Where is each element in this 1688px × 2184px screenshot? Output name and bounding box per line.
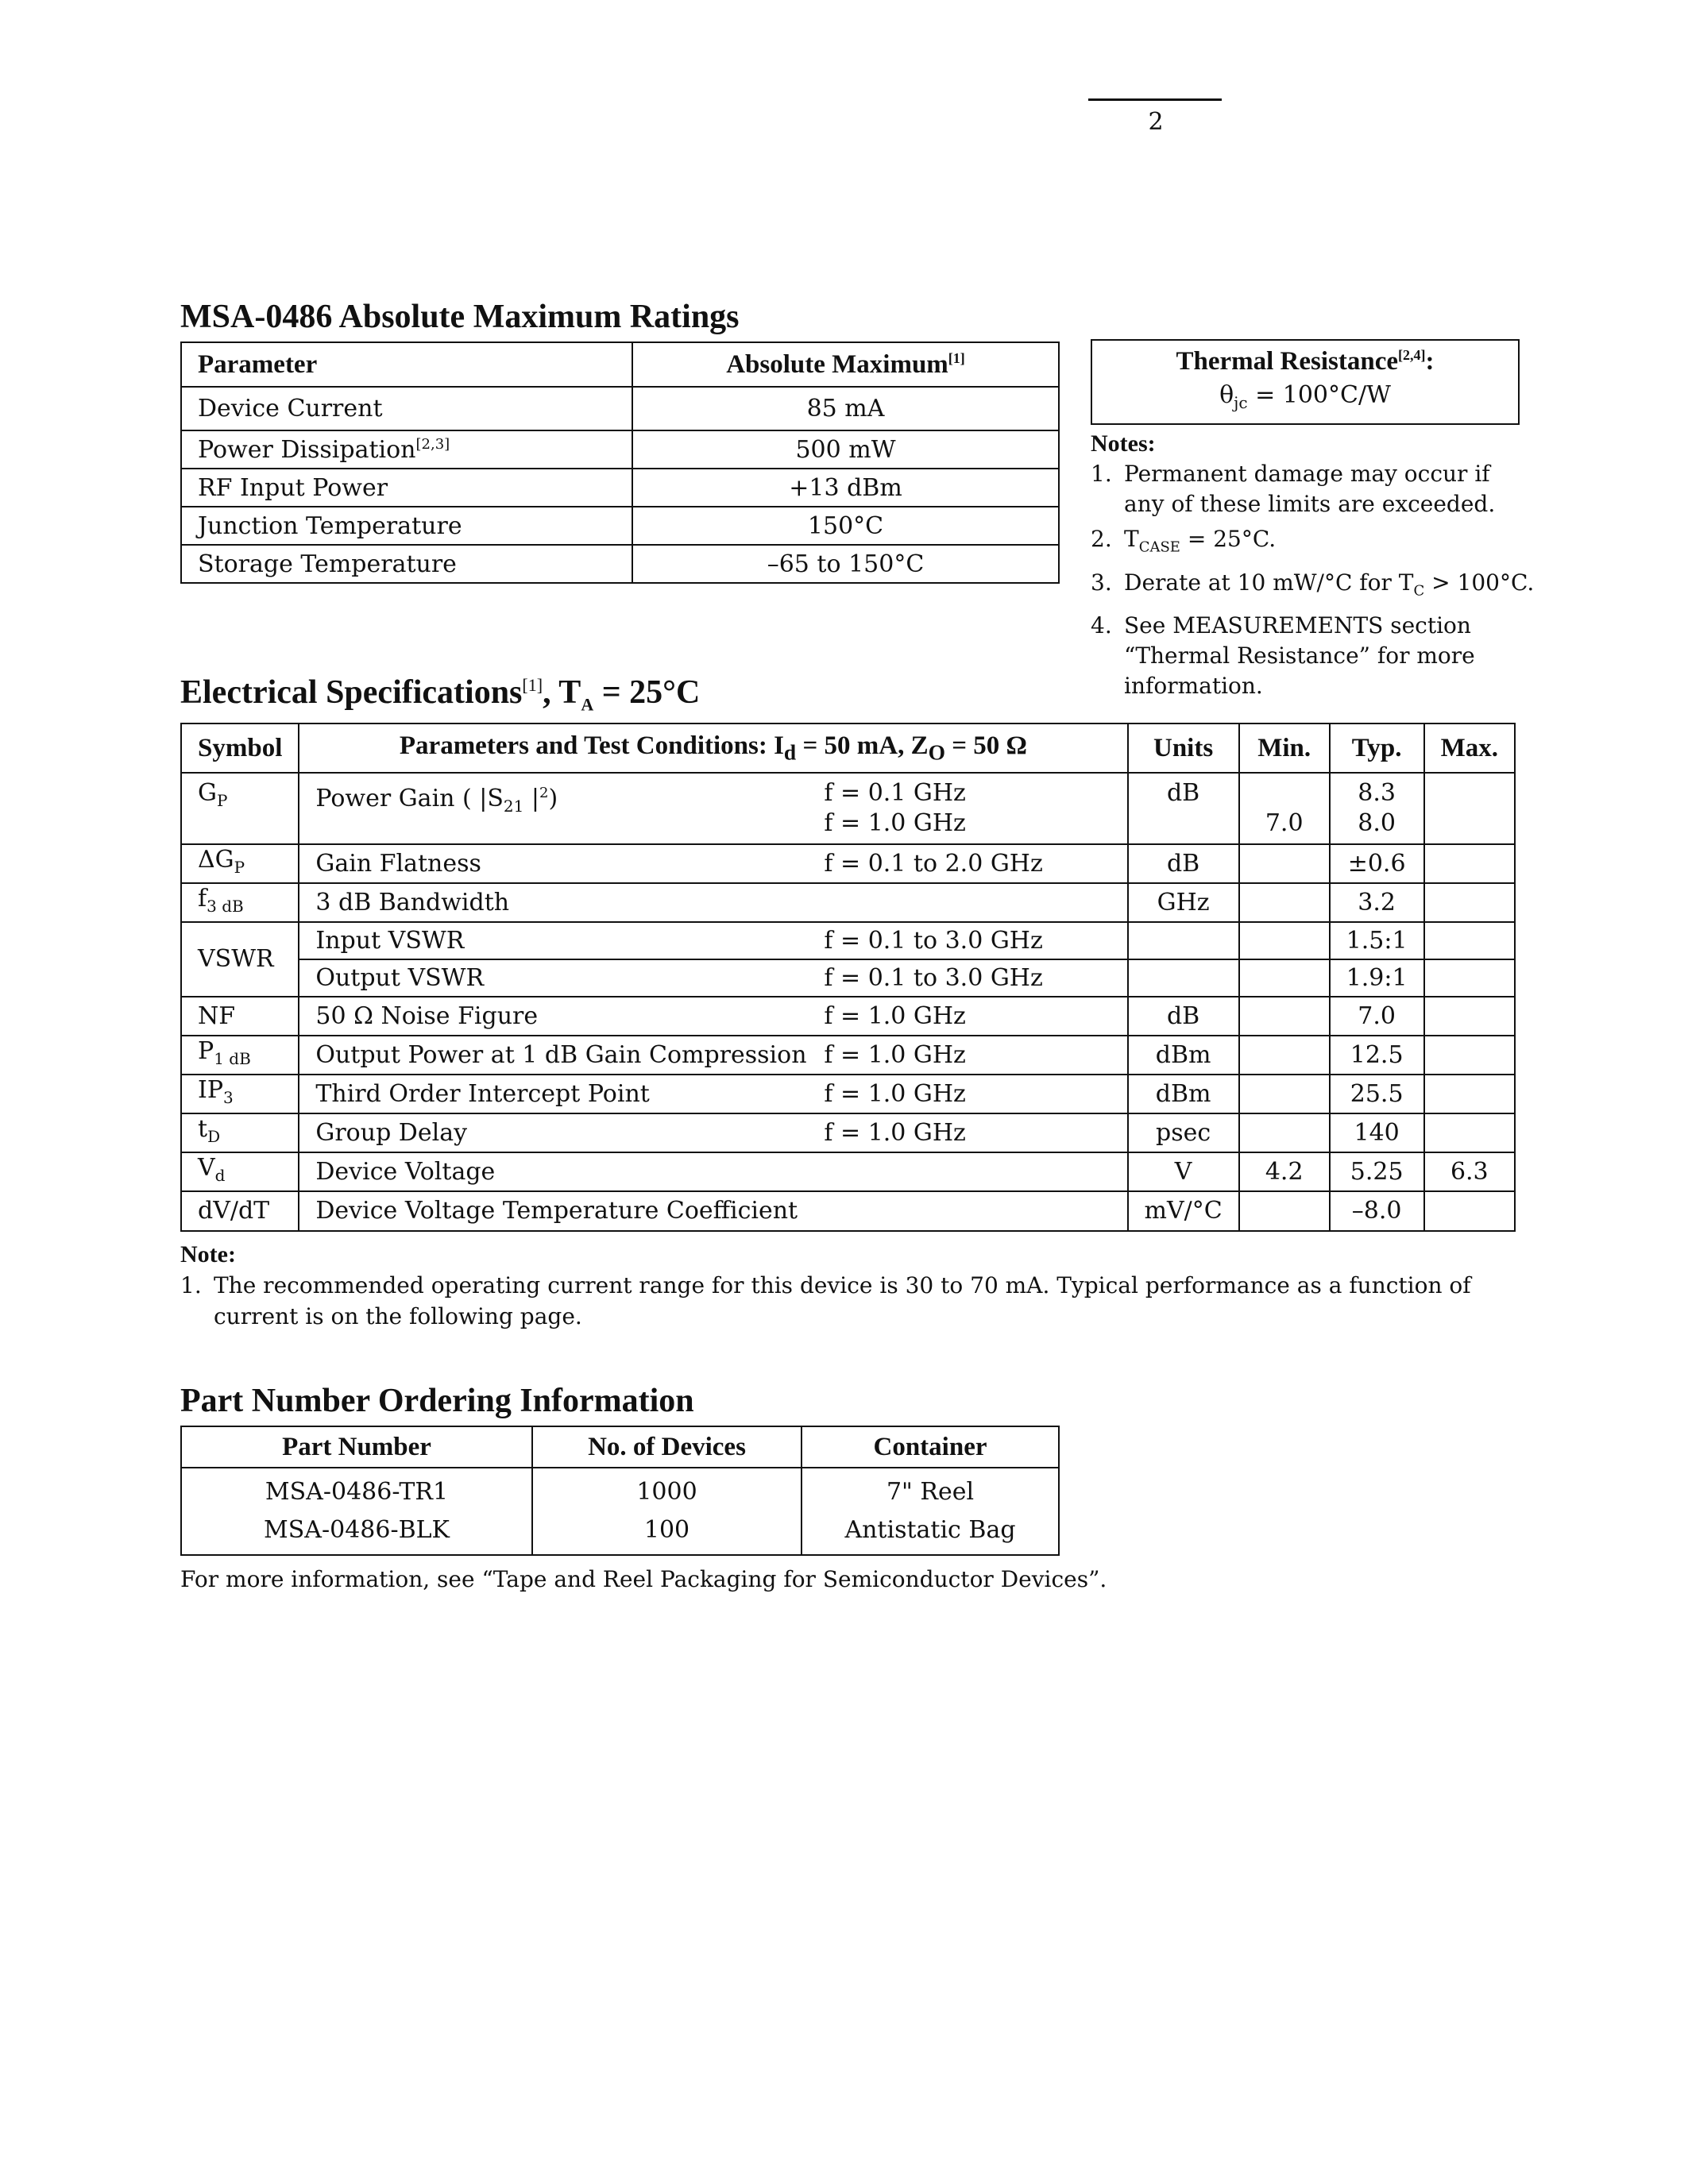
min-cell xyxy=(1239,1036,1330,1075)
abs-max-header-maximum: Absolute Maximum[1] xyxy=(632,342,1059,387)
min-cell xyxy=(1239,997,1330,1036)
max-cell: 6.3 xyxy=(1424,1152,1515,1191)
typ-cell: 5.25 xyxy=(1330,1152,1424,1191)
table-row xyxy=(181,773,1515,844)
table-row xyxy=(181,997,1515,1036)
max-cell xyxy=(1424,1191,1515,1231)
condition-cell: f = 1.0 GHz xyxy=(824,1113,1127,1152)
min-cell xyxy=(1239,1075,1330,1113)
notes-heading: Notes: xyxy=(1091,430,1156,457)
condition-cell: f = 0.1 to 3.0 GHz xyxy=(824,959,1127,997)
symbol-cell: NF xyxy=(181,997,299,1036)
param-cell: Device Current xyxy=(181,387,632,430)
header-units: Units xyxy=(1128,723,1239,773)
symbol-cell: $G_P$ xyxy=(181,773,299,844)
param-cell: Output Power at 1 dB Gain Compression xyxy=(299,1036,824,1075)
table-row xyxy=(181,507,1059,545)
symbol-cell: $\Delta G_P$ xyxy=(181,844,299,883)
param-cell: 50 Ω Noise Figure xyxy=(299,997,824,1036)
units-cell: dBm xyxy=(1128,1075,1239,1113)
units-cell: dB xyxy=(1128,844,1239,883)
abs-max-notes xyxy=(1091,429,1535,701)
note-heading: Note: xyxy=(180,1241,236,1268)
value-cell: 500 mW xyxy=(632,430,1059,469)
page-number: 2 xyxy=(1148,108,1164,136)
units-cell: dBm xyxy=(1128,1036,1239,1075)
abs-max-header-parameter: Parameter xyxy=(181,342,632,387)
value-cell: –65 to 150°C xyxy=(632,545,1059,583)
units-cell xyxy=(1128,959,1239,997)
units-cell: GHz xyxy=(1128,883,1239,922)
typ-cell: 25.5 xyxy=(1330,1075,1424,1113)
thermal-resistance-value: $\theta_{jc} = 100^\circ C/W$ xyxy=(1219,381,1391,412)
max-cell xyxy=(1424,1113,1515,1152)
min-cell: 4.2 xyxy=(1239,1152,1330,1191)
param-cell: Group Delay xyxy=(299,1113,824,1152)
table-row xyxy=(181,844,1515,883)
thermal-resistance-label: Thermal Resistance[2,4]: xyxy=(1176,347,1435,376)
abs-max-title: MSA-0486 Absolute Maximum Ratings xyxy=(180,299,740,335)
table-row xyxy=(181,922,1515,959)
max-cell xyxy=(1424,959,1515,997)
table-row xyxy=(181,1468,1059,1555)
min-cell: 7.0 xyxy=(1239,773,1330,844)
max-cell xyxy=(1424,997,1515,1036)
max-cell xyxy=(1424,1075,1515,1113)
table-row xyxy=(181,387,1059,430)
table-row xyxy=(181,430,1059,469)
param-cell: Gain Flatness xyxy=(299,844,824,883)
param-cell: Power Gain ( $|S_{21}$ $|^2$) xyxy=(299,773,824,844)
elec-spec-title: Electrical Specifications[1], $T_A = 25^\circ C$ xyxy=(180,674,701,715)
symbol-cell: $f_{3 dB}$ xyxy=(181,883,299,922)
typ-cell: 12.5 xyxy=(1330,1036,1424,1075)
min-cell xyxy=(1239,883,1330,922)
header-min: Min. xyxy=(1239,723,1330,773)
param-cell: Junction Temperature xyxy=(181,507,632,545)
min-cell xyxy=(1239,1191,1330,1231)
typ-cell: 1.5:1 xyxy=(1330,922,1424,959)
table-row xyxy=(181,1075,1515,1113)
table-row xyxy=(181,959,1515,997)
symbol-cell: $V_d$ xyxy=(181,1152,299,1191)
ordering-title: Part Number Ordering Information xyxy=(180,1383,694,1419)
param-cell: Third Order Intercept Point xyxy=(299,1075,824,1113)
typ-cell: 3.2 xyxy=(1330,883,1424,922)
table-row xyxy=(181,1191,1515,1231)
header-container: Container xyxy=(802,1426,1059,1468)
typ-cell: 140 xyxy=(1330,1113,1424,1152)
header-typ: Typ. xyxy=(1330,723,1424,773)
param-cell: Device Voltage xyxy=(299,1152,824,1191)
condition-cell: f = 0.1 to 3.0 GHz xyxy=(824,922,1127,959)
typ-cell: 1.9:1 xyxy=(1330,959,1424,997)
condition-cell xyxy=(824,1152,1127,1191)
value-cell: 150°C xyxy=(632,507,1059,545)
abs-max-table xyxy=(180,341,1060,584)
min-cell xyxy=(1239,922,1330,959)
min-cell xyxy=(1239,1113,1330,1152)
thermal-resistance-box xyxy=(1091,339,1520,425)
value-cell: +13 dBm xyxy=(632,469,1059,507)
note-item: 1. Permanent damage may occur if any of these limits are exceeded. xyxy=(1091,461,1496,517)
units-cell: V xyxy=(1128,1152,1239,1191)
part-number-cell: MSA-0486-TR1 MSA-0486-BLK xyxy=(181,1468,532,1555)
table-row xyxy=(181,1152,1515,1191)
header-symbol: Symbol xyxy=(181,723,299,773)
condition-cell xyxy=(824,883,1127,922)
max-cell xyxy=(1424,1036,1515,1075)
param-cell: Device Voltage Temperature Coefficient xyxy=(299,1191,824,1231)
page-number-rule xyxy=(1088,98,1222,101)
condition-cell: f = 0.1 to 2.0 GHz xyxy=(824,844,1127,883)
symbol-cell: VSWR xyxy=(181,922,299,997)
units-cell: psec xyxy=(1128,1113,1239,1152)
note-item: 3. Derate at 10 mW/°C for $T_C > 100^\circ C$. xyxy=(1091,569,1535,600)
max-cell xyxy=(1424,844,1515,883)
symbol-cell: dV/dT xyxy=(181,1191,299,1231)
symbol-cell: $P_{1 dB}$ xyxy=(181,1036,299,1075)
table-row xyxy=(181,469,1059,507)
units-cell: mV/°C xyxy=(1128,1191,1239,1231)
units-cell: dB xyxy=(1128,997,1239,1036)
param-cell: Input VSWR xyxy=(299,922,824,959)
typ-cell: 8.3 8.0 xyxy=(1330,773,1424,844)
condition-cell: f = 1.0 GHz xyxy=(824,1036,1127,1075)
table-row xyxy=(181,1113,1515,1152)
header-no-of-devices: No. of Devices xyxy=(532,1426,802,1468)
header-conditions: Parameters and Test Conditions: $I_d = 50$ mA, $Z_O = 50$ Ω xyxy=(299,723,1127,773)
table-row xyxy=(181,883,1515,922)
note-item: 1. The recommended operating current range for this device is 30 to 70 mA. Typical performance as a function of current is on the following page. xyxy=(180,1272,1471,1329)
typ-cell: ±0.6 xyxy=(1330,844,1424,883)
condition-cell: f = 0.1 GHz f = 1.0 GHz xyxy=(824,773,1127,844)
header-part-number: Part Number xyxy=(181,1426,532,1468)
param-cell: Storage Temperature xyxy=(181,545,632,583)
elec-spec-table xyxy=(180,723,1516,1232)
container-cell: 7" Reel Antistatic Bag xyxy=(802,1468,1059,1555)
param-cell: Output VSWR xyxy=(299,959,824,997)
table-row xyxy=(181,1036,1515,1075)
min-cell xyxy=(1239,844,1330,883)
max-cell xyxy=(1424,922,1515,959)
value-cell: 85 mA xyxy=(632,387,1059,430)
units-cell: dB xyxy=(1128,773,1239,844)
note-item: 2. $T_{CASE} = 25^\circ C$. xyxy=(1091,526,1277,556)
max-cell xyxy=(1424,883,1515,922)
typ-cell: –8.0 xyxy=(1330,1191,1424,1231)
ordering-footer-note: For more information, see “Tape and Reel Packaging for Semiconductor Devices”. xyxy=(180,1566,1107,1592)
param-cell: 3 dB Bandwidth xyxy=(299,883,824,922)
min-cell xyxy=(1239,959,1330,997)
table-row xyxy=(181,545,1059,583)
devices-cell: 1000 100 xyxy=(532,1468,802,1555)
units-cell xyxy=(1128,922,1239,959)
param-cell: RF Input Power xyxy=(181,469,632,507)
note-item: 4. See MEASUREMENTS section “Thermal Resistance” for more information. xyxy=(1091,612,1475,700)
elec-spec-note xyxy=(180,1239,1531,1332)
symbol-cell: $t_D$ xyxy=(181,1113,299,1152)
ordering-table xyxy=(180,1426,1060,1556)
condition-cell: f = 1.0 GHz xyxy=(824,1075,1127,1113)
typ-cell: 7.0 xyxy=(1330,997,1424,1036)
header-max: Max. xyxy=(1424,723,1515,773)
condition-cell xyxy=(824,1191,1127,1231)
condition-cell: f = 1.0 GHz xyxy=(824,997,1127,1036)
max-cell xyxy=(1424,773,1515,844)
param-cell: Power Dissipation[2,3] xyxy=(181,430,632,469)
symbol-cell: $IP_3$ xyxy=(181,1075,299,1113)
